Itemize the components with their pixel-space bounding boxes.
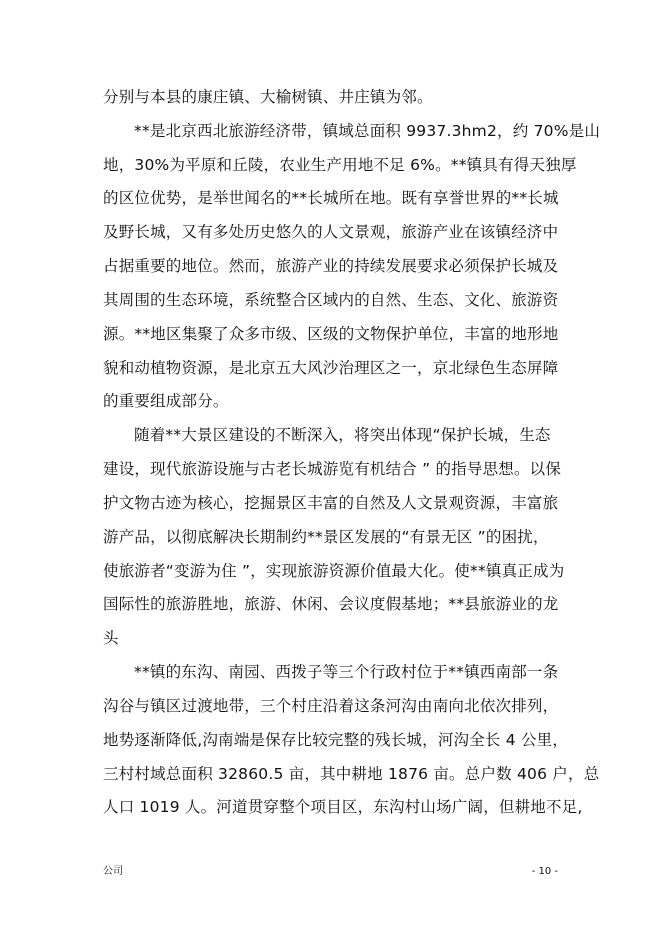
text-line: **镇的东沟、南园、西拨子等三个行政村位于**镇西南部一条 [134,663,559,681]
text-line: **是北京西北旅游经济带，镇域总面积 9937.3hm2，约 70%是山 [134,122,601,140]
text-line: 地，30%为平原和丘陵，农业生产用地不足 6%。**镇具有得天独厚 [103,156,577,174]
text-line: 的重要组成部分。 [103,392,229,410]
text-line: 头 [103,629,119,647]
text-line: 人口 1019 人。河道贯穿整个项目区，东沟村山场广阔，但耕地不足, [103,798,583,816]
page-number: - 10 - [531,866,558,877]
text-line: 使旅游者“变游为住 ”，实现旅游资源价值最大化。使**镇真正成为 [103,562,565,580]
text-line: 建设，现代旅游设施与古老长城游览有机结合 ” 的指导思想。以保 [103,460,562,478]
text-line: 其周围的生态环境，系统整合区域内的自然、生态、文化、旅游资 [103,291,559,309]
text-line: 源。**地区集聚了众多市级、区级的文物保护单位，丰富的地形地 [103,325,559,343]
footer-company: 公司 [103,866,123,877]
text-line: 游产品，以彻底解决长期制约**景区发展的“有景无区 ”的困扰， [103,528,549,546]
text-line: 及野长城，又有多处历史悠久的人文景观，旅游产业在该镇经济中 [103,223,559,241]
text-line: 地势逐渐降低,沟南端是保存比较完整的残长城，河沟全长 4 公里， [103,731,569,749]
text-line: 三村村域总面积 32860.5 亩，其中耕地 1876 亩。总户数 406 户，总 [103,765,600,783]
text-line: 随着**大景区建设的不断深入，将突出体现“保护长城，生态 [134,426,551,444]
text-line: 国际性的旅游胜地，旅游、休闲、会议度假基地；**县旅游业的龙 [103,595,559,613]
text-line: 的区位优势，是举世闻名的**长城所在地。既有享誉世界的**长城 [103,189,559,207]
text-line: 分别与本县的康庄镇、大榆树镇、井庄镇为邻。 [103,88,433,106]
text-line: 占据重要的地位。然而，旅游产业的持续发展要求必须保护长城及 [103,257,559,275]
text-line: 貌和动植物资源，是北京五大风沙治理区之一，京北绿色生态屏障 [103,359,559,377]
text-line: 沟谷与镇区过渡地带，三个村庄沿着这条河沟由南向北依次排列， [103,697,559,715]
text-line: 护文物古迹为核心，挖掘景区丰富的自然及人文景观资源，丰富旅 [103,494,559,512]
